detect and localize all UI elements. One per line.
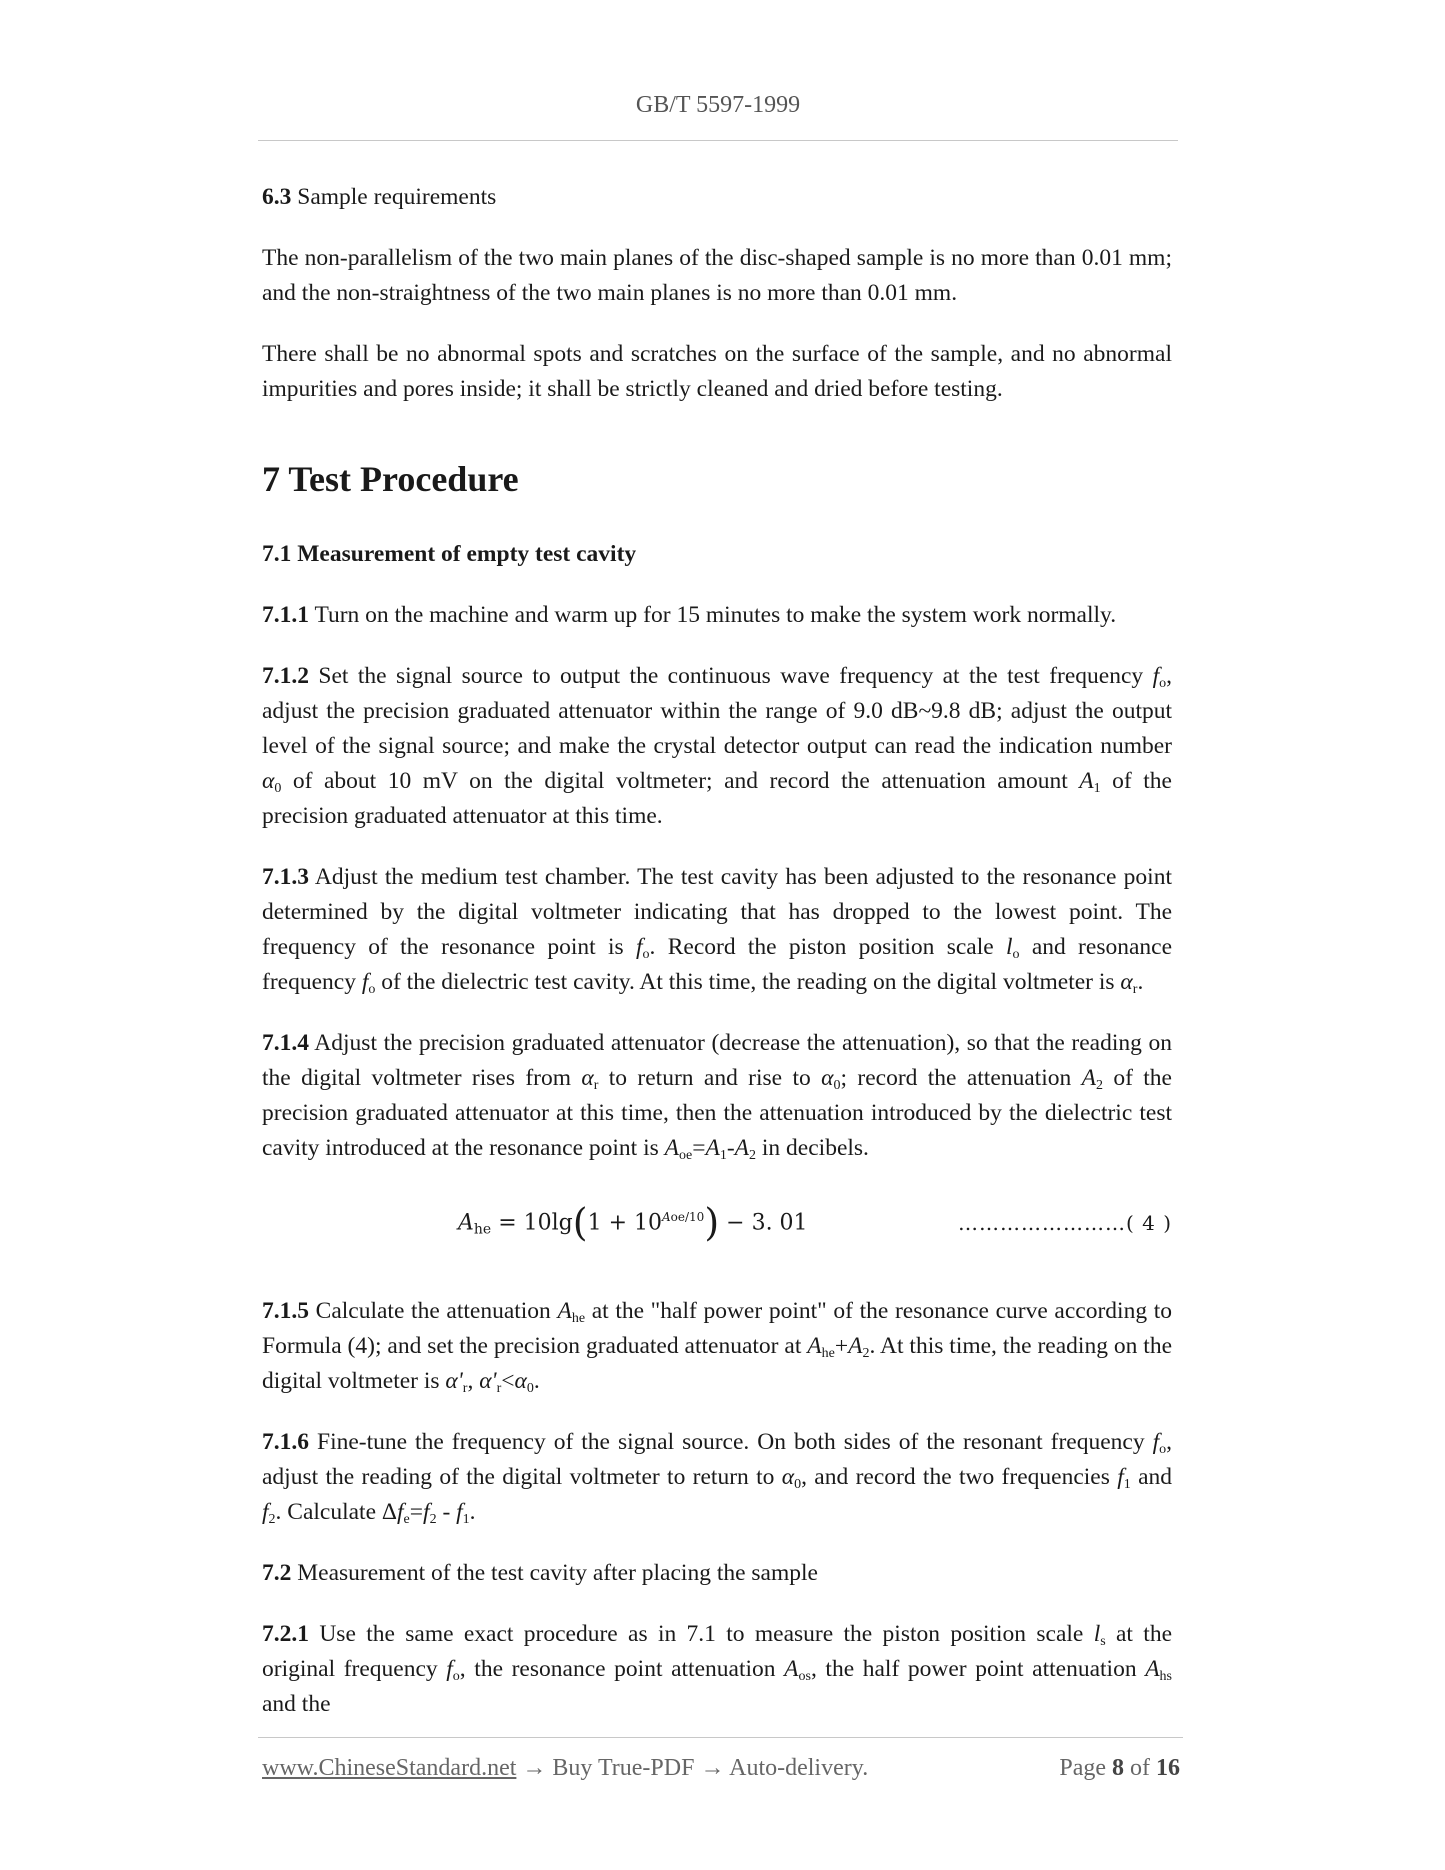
formula-number: ……………………( 4 ): [957, 1211, 1172, 1235]
subsection-7-1-heading: 7.1 Measurement of empty test cavity: [262, 541, 637, 567]
paragraph-7-1-3: 7.1.3 Adjust the medium test chamber. The test cavity has been adjusted to the resonance point determined by the digital voltmeter indicating that has dropped to the lowest point. The frequency of the resonance point is $f_o$. Record the piston position scale $l_o$ and resonance frequency $f_o$ of the dielectric test cavity. At this time, the reading on the digital voltmeter is $\alpha_r$.: [262, 864, 1173, 997]
paragraph-7-1-1: 7.1.1 Turn on the machine and warm up for 15 minutes to make the system work normally.: [262, 602, 1117, 628]
site-link[interactable]: www.ChineseStandard.net: [262, 1755, 517, 1781]
paragraph-7-2-1: 7.2.1 Use the same exact procedure as in 7.1 to measure the piston position scale $l_s$ at the original frequency $f_o$, the resonance point attenuation $A_{os}$, the half power point attenuation $A_{hs}$ and the: [262, 1621, 1173, 1717]
paragraph-7-1-2: 7.1.2 Set the signal source to output the continuous wave frequency at the test frequency $f_o$, adjust the precision graduated attenuator within the range of 9.0 dB~9.8 dB; adjust the output level of the signal source; and make the crystal detector output can read the indication number $\alpha_0$ of about 10 mV on the digital voltmeter; and record the attenuation amount $A_1$ of the precision graduated attenuator at this time.: [262, 663, 1172, 829]
footer-promo: www.ChineseStandard.net → Buy True-PDF → Auto-delivery.: [262, 1755, 869, 1781]
header-divider: [258, 140, 1178, 141]
formula-4: [262, 1192, 1172, 1266]
paragraph-non-parallelism: The non-parallelism of the two main planes of the disc-shaped sample is no more than 0.01 mm; and the non-straightness of the two main planes is no more than 0.01 mm.: [262, 245, 1172, 306]
footer-divider: [258, 1737, 1183, 1738]
paragraph-surface-defects: There shall be no abnormal spots and scratches on the surface of the sample, and no abnormal impurities and pores inside; it shall be strictly cleaned and dried before testing.: [262, 341, 1172, 402]
formula-expression: $A_{he} = 10\lg(1 + 10^{Aoe/10}) - 3$. 01: [458, 1200, 808, 1245]
subsection-7-2-heading: 7.2 Measurement of the test cavity after placing the sample: [262, 1560, 818, 1586]
paragraph-7-1-6: 7.1.6 Fine-tune the frequency of the signal source. On both sides of the resonant frequency $f_o$, adjust the reading of the digital voltmeter to return to $\alpha_0$, and record the two frequencies $f_1$ and $f_2$. Calculate $\Delta f_e=f_2 - f_1$.: [262, 1429, 1173, 1527]
page-header: GB/T 5597-1999: [635, 92, 801, 118]
page-indicator: Page 8 of 16: [1059, 1755, 1180, 1781]
document-body: [262, 180, 1172, 1748]
section-7-heading: 7 Test Procedure: [262, 459, 519, 499]
paragraph-7-1-4: 7.1.4 Adjust the precision graduated attenuator (decrease the attenuation), so that the reading on the digital voltmeter rises from $\alpha_r$ to return and rise to $\alpha_0$; record the attenuation $A_2$ of the precision graduated attenuator at this time, then the attenuation introduced by the dielectric test cavity introduced at the resonance point is $A_{oe}=A_1-A_2$ in decibels.: [262, 1030, 1172, 1163]
paragraph-7-1-5: 7.1.5 Calculate the attenuation $A_{he}$ at the "half power point" of the resonance curve according to Formula (4); and set the precision graduated attenuator at $A_{he}+A_2$. At this time, the reading on the digital voltmeter is $\alpha'_r$, $\alpha'_r<\alpha_0$.: [262, 1298, 1172, 1396]
subsection-6-3-heading: 6.3 Sample requirements: [262, 184, 497, 210]
